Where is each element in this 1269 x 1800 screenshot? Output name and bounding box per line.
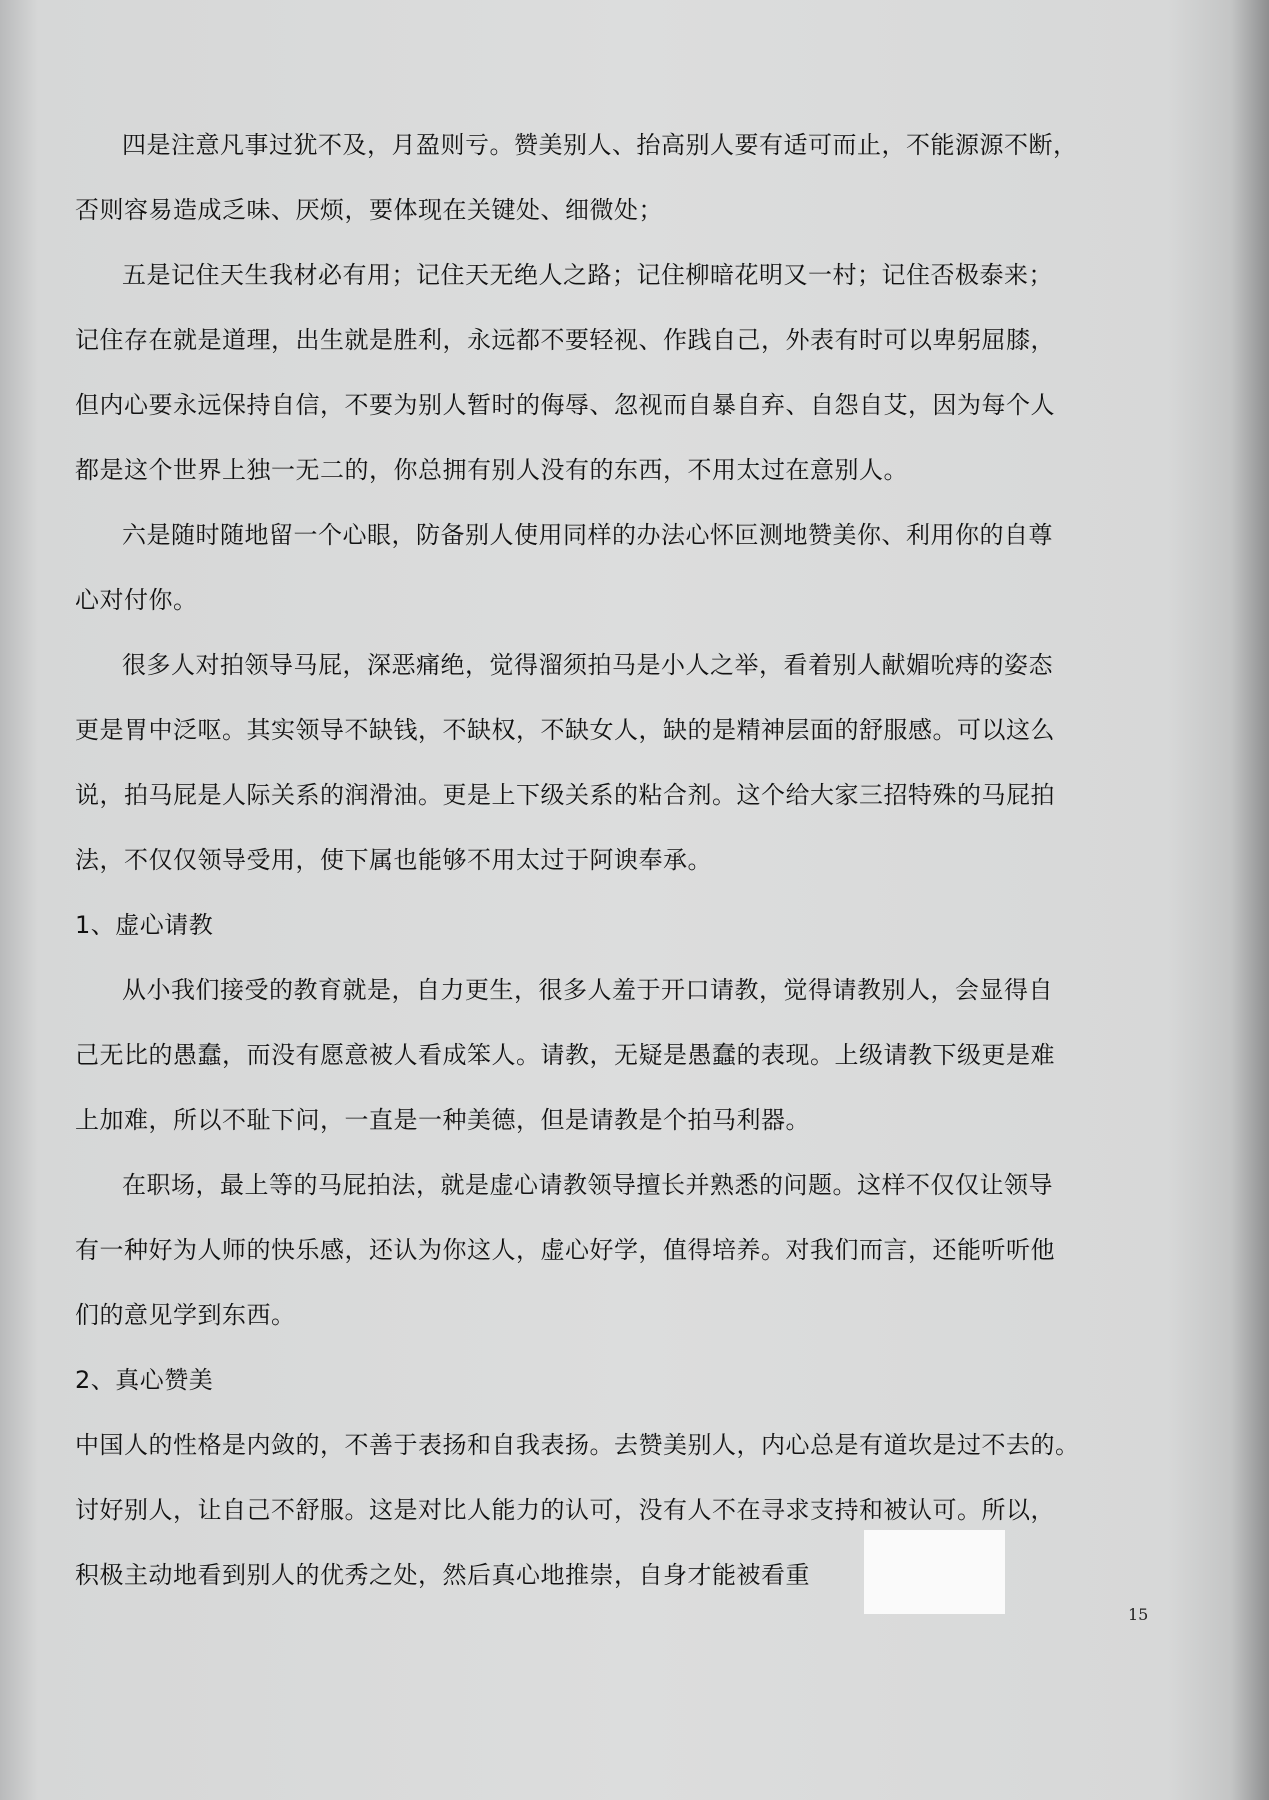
page-number: 15	[1128, 1605, 1149, 1624]
redaction-box	[864, 1530, 1005, 1614]
paragraph-line: 中国人的性格是内敛的，不善于表扬和自我表扬。去赞美别人，内心总是有道坎是过不去的。	[75, 1431, 1080, 1459]
paragraph-line: 四是注意凡事过犹不及，月盈则亏。赞美别人、抬高别人要有适可而止，不能源源不断，	[122, 131, 1078, 159]
paragraph-line: 五是记住天生我材必有用；记住天无绝人之路；记住柳暗花明又一村；记住否极泰来；	[122, 261, 1053, 289]
paragraph-line: 己无比的愚蠢，而没有愿意被人看成笨人。请教，无疑是愚蠢的表现。上级请教下级更是难	[75, 1041, 1055, 1069]
paragraph-line: 都是这个世界上独一无二的，你总拥有别人没有的东西，不用太过在意别人。	[75, 456, 908, 484]
section-heading: 1、虚心请教	[75, 911, 214, 939]
section-heading: 2、真心赞美	[75, 1366, 214, 1394]
paragraph-line: 但内心要永远保持自信，不要为别人暂时的侮辱、忽视而自暴自弃、自怨自艾，因为每个人	[75, 391, 1055, 419]
paragraph-line: 心对付你。	[75, 586, 198, 614]
paragraph-line: 更是胃中泛呕。其实领导不缺钱，不缺权，不缺女人，缺的是精神层面的舒服感。可以这么	[75, 716, 1055, 744]
paragraph-line: 记住存在就是道理，出生就是胜利，永远都不要轻视、作践自己，外表有时可以卑躬屈膝，	[75, 326, 1055, 354]
paragraph-line: 上加难，所以不耻下问，一直是一种美德，但是请教是个拍马利器。	[75, 1106, 810, 1134]
paragraph-line: 积极主动地看到别人的优秀之处，然后真心地推崇，自身才能被看重	[75, 1561, 810, 1589]
paragraph-line: 在职场，最上等的马屁拍法，就是虚心请教领导擅长并熟悉的问题。这样不仅仅让领导	[122, 1171, 1053, 1199]
paragraph-line: 法，不仅仅领导受用，使下属也能够不用太过于阿谀奉承。	[75, 846, 712, 874]
paragraph-line: 讨好别人，让自己不舒服。这是对比人能力的认可，没有人不在寻求支持和被认可。所以，	[75, 1496, 1055, 1524]
paragraph-line: 否则容易造成乏味、厌烦，要体现在关键处、细微处；	[75, 196, 663, 224]
paragraph-line: 很多人对拍领导马屁，深恶痛绝，觉得溜须拍马是小人之举，看着别人献媚吮痔的姿态	[122, 651, 1053, 679]
paragraph-line: 们的意见学到东西。	[75, 1301, 296, 1329]
paragraph-line: 从小我们接受的教育就是，自力更生，很多人羞于开口请教，觉得请教别人，会显得自	[122, 976, 1053, 1004]
body-text	[75, 126, 1150, 1621]
paragraph-line: 有一种好为人师的快乐感，还认为你这人，虚心好学，值得培养。对我们而言，还能听听他	[75, 1236, 1055, 1264]
paragraph-line: 说，拍马屁是人际关系的润滑油。更是上下级关系的粘合剂。这个给大家三招特殊的马屁拍	[75, 781, 1055, 809]
paragraph-line: 六是随时随地留一个心眼，防备别人使用同样的办法心怀叵测地赞美你、利用你的自尊	[122, 521, 1053, 549]
